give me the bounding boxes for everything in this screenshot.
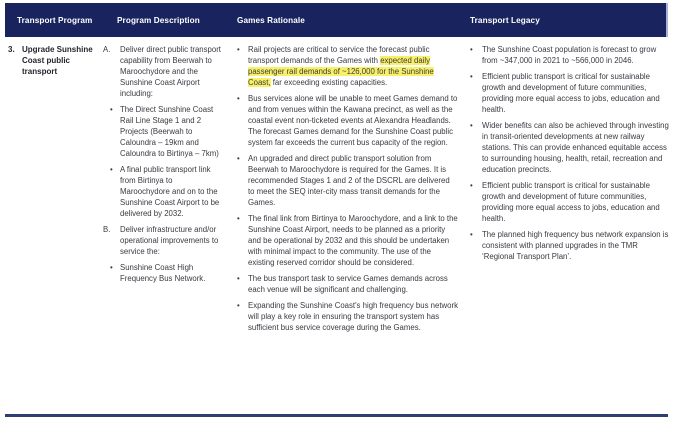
- list-marker: B.: [103, 225, 111, 234]
- bullet-icon: •: [237, 274, 240, 283]
- bullet-icon: •: [470, 45, 473, 54]
- list-item: [103, 44, 224, 99]
- bullet-icon: •: [110, 263, 113, 272]
- list-item-text: Deliver infrastructure and/or operational improvements to service the:: [120, 225, 219, 256]
- bullet-icon: •: [470, 181, 473, 190]
- program-title-text: Upgrade Sunshine Coast public transport: [22, 45, 93, 76]
- list-item: [103, 262, 224, 284]
- list-item-text: Sunshine Coast High Frequency Bus Network.: [120, 263, 206, 283]
- column-header-transport-legacy: Transport Legacy: [470, 16, 540, 25]
- bullet-icon: •: [470, 121, 473, 130]
- list-item-text: Efficient public transport is critical for sustainable growth and development of future communities, providing more equal access to jobs, education and health.: [482, 72, 660, 114]
- list-item: [103, 104, 224, 159]
- bullet-icon: •: [110, 105, 113, 114]
- list-item: [470, 120, 671, 175]
- list-item-text: [248, 44, 458, 88]
- bullet-icon: •: [470, 72, 473, 81]
- row-number: 3.: [8, 45, 15, 54]
- bullet-icon: •: [237, 45, 240, 54]
- rationale-post-text: far exceeding existing capacities.: [270, 78, 388, 87]
- cell-transport-legacy: [470, 44, 671, 267]
- list-item-text: The final link from Birtinya to Maroochydore, and a link to the Sunshine Coast Airport, needs to be planned as a priority and be operational by 2032 and this should be undertaken with minimal impact to the community. The use of the existing reserved corridor should be considered.: [248, 214, 458, 267]
- program-title: [8, 44, 102, 77]
- list-item: [237, 44, 458, 88]
- list-item: [103, 164, 224, 219]
- list-item-text: The Sunshine Coast population is forecast to grow from ~347,000 in 2021 to ~566,000 in 2046.: [482, 45, 657, 65]
- bullet-icon: •: [237, 301, 240, 310]
- bullet-icon: •: [237, 154, 240, 163]
- column-header-games-rationale: Games Rationale: [237, 16, 305, 25]
- list-item-text: Wider benefits can also be achieved through investing in transit-oriented developments at new railway stations. This can provide enhanced equitable access to surrounding housing, health, retail, recreation and education precincts.: [482, 121, 669, 174]
- list-item: [470, 71, 671, 115]
- list-item: [470, 44, 671, 66]
- list-item-text: Efficient public transport is critical for sustainable growth and development of future communities, providing more equal access to jobs, education and health.: [482, 181, 660, 223]
- cell-program-description: [103, 44, 224, 289]
- list-item: [237, 153, 458, 208]
- list-item-text: The planned high frequency bus network expansion is consistent with planned upgrades in the TMR ‘Regional Transport Plan’.: [482, 230, 669, 261]
- list-item: [470, 229, 671, 262]
- bullet-icon: •: [110, 165, 113, 174]
- list-item-text: A final public transport link from Birtinya to Maroochydore and on to the Sunshine Coast Airport to be delivered by 2032.: [120, 165, 220, 218]
- list-item: [103, 224, 224, 257]
- list-item: [237, 213, 458, 268]
- bullet-icon: •: [237, 214, 240, 223]
- list-item-text: The Direct Sunshine Coast Rail Line Stage 1 and 2 Projects (Beerwah to Caloundra – 19km and Caloundra to Birtinya – 7km): [120, 105, 219, 158]
- list-marker: A.: [103, 45, 111, 54]
- bullet-icon: •: [237, 94, 240, 103]
- column-header-program-description: Program Description: [117, 16, 200, 25]
- list-item-text: Deliver direct public transport capability from Beerwah to Maroochydore and the Sunshine Coast Airport including:: [120, 45, 221, 98]
- list-item-text: Bus services alone will be unable to meet Games demand to and from venues within the Kawana precinct, as well as the coastal event non-ticketed events at Alexandra Headlands. The forecast Games demand for the Sunshine Coast public system far exceeds the current bus capacity of the region.: [248, 94, 458, 147]
- cell-transport-program: [8, 44, 102, 77]
- list-item: [237, 300, 458, 333]
- list-item-text: Expanding the Sunshine Coast's high frequency bus network will play a key role in ensuring the transport system has sufficient bus service coverage during the Games.: [248, 301, 458, 332]
- list-item-text: An upgraded and direct public transport solution from Beerwah to Maroochydore is required for the Games. It is recommended Stages 1 and 2 of the DSCRL are delivered to meet the SEQ inter-city mass transit demands for the Games.: [248, 154, 450, 207]
- column-header-transport-program: Transport Program: [17, 16, 93, 25]
- transport-program-table: [5, 3, 668, 417]
- list-item: [237, 93, 458, 148]
- list-item: [470, 180, 671, 224]
- bullet-icon: •: [470, 230, 473, 239]
- rationale-pre-text: Rail projects are critical to service the forecast public transport demands of the Games with: [248, 45, 430, 65]
- highlighted-text: expected daily passenger rail demands of ~126,000 for the Sunshine Coast,: [248, 56, 434, 87]
- list-item-text: The bus transport task to service Games demands across each venue will be significant and challenging.: [248, 274, 448, 294]
- table-header-row: [5, 3, 668, 37]
- list-item: [237, 273, 458, 295]
- cell-games-rationale: [237, 44, 458, 338]
